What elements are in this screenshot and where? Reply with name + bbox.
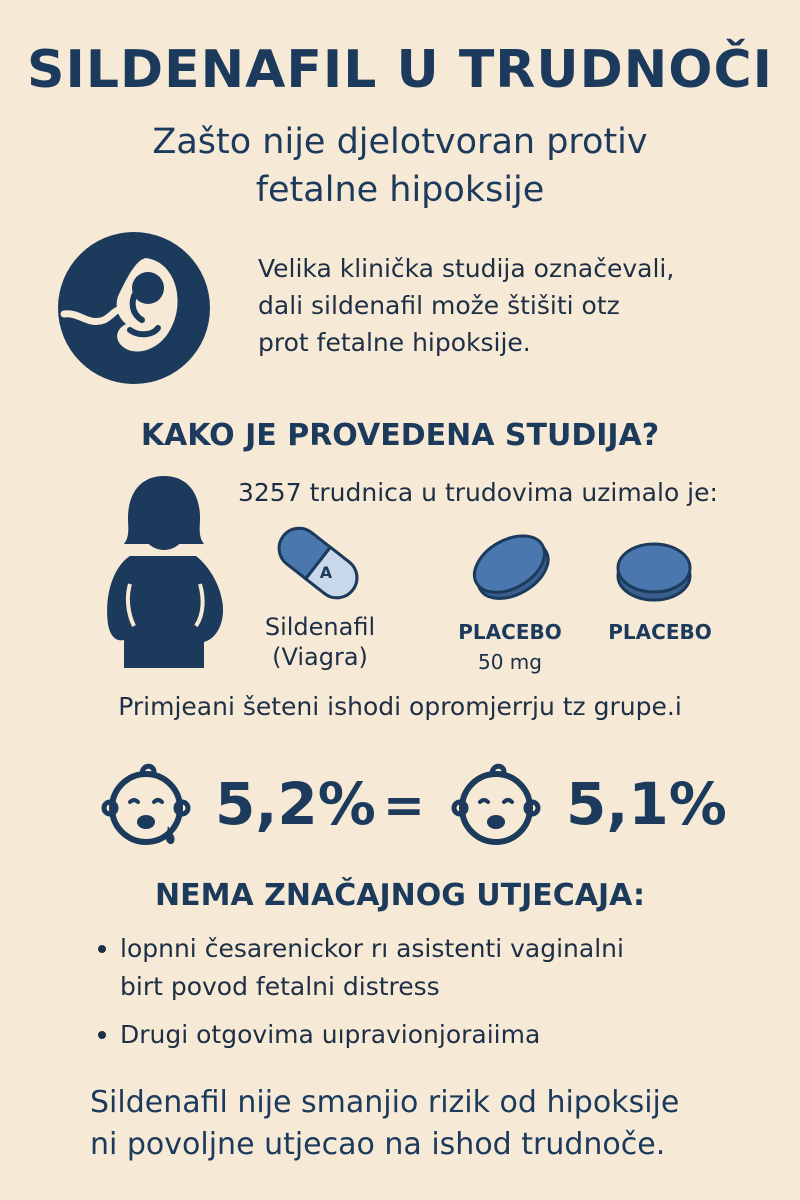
- subtitle-line-1: Zašto nije djelotvoran protiv: [152, 122, 648, 162]
- crying-baby-icon-2: [448, 762, 544, 846]
- effects-list: [120, 930, 760, 1064]
- result-value-placebo: 5,1%: [566, 770, 727, 838]
- conclusion-line-1: Sildenafil nije smanjio rizik od hipoksije: [90, 1085, 680, 1120]
- subtitle-line-2: fetalne hipoksije: [255, 170, 545, 210]
- study-heading: KAKO JE PROVEDENA STUDIJA?: [140, 418, 660, 453]
- list-item-line-2: birt povod fetalni distress: [120, 972, 440, 1001]
- pill-label-placebo-1: PLACEBO: [458, 620, 562, 644]
- results-text: Primjeani šeteni ishodi opromjerrju tz grupe.i: [118, 692, 682, 721]
- conclusion-line-2: ni povoljne utjecao na ishod trudnoče.: [90, 1127, 666, 1162]
- equals-sign: =: [383, 776, 425, 834]
- pill-label-sildenafil-line-2: (Viagra): [272, 643, 368, 671]
- capsule-letter: A: [319, 563, 333, 582]
- conclusion-text: [90, 1082, 770, 1166]
- pill-label-sildenafil-line-1: Sildenafil: [264, 613, 376, 641]
- pregnant-woman-icon: [100, 474, 228, 668]
- tablet-icon: [465, 526, 555, 604]
- intro-line-2: dali sildenafil može štišiti otz: [258, 291, 620, 320]
- page-subtitle: [0, 118, 800, 214]
- crying-baby-icon: [98, 762, 194, 846]
- list-item-line-1: Drugi otgovima uıpravionjoraiima: [120, 1020, 541, 1049]
- intro-line-1: Velika klinička studija označevali,: [258, 254, 675, 283]
- effects-heading: NEMA ZNAČAJNOG UTJECAJA:: [155, 878, 645, 913]
- pill-label-placebo-2: PLACEBO: [608, 620, 712, 644]
- list-item: [120, 1016, 760, 1054]
- intro-text: [258, 250, 778, 361]
- pill-dose-placebo-1: 50 mg: [478, 650, 542, 674]
- list-item: [120, 930, 760, 1006]
- fetus-icon: [58, 232, 210, 384]
- study-description: 3257 trudnica u trudovima uzimalo je:: [238, 478, 718, 507]
- list-item-line-1: lopnni česarenickor rı asistenti vaginalni: [120, 934, 624, 963]
- pill-label-sildenafil: [240, 612, 400, 672]
- page-title: SILDENAFIL U TRUDNOČI: [27, 40, 773, 100]
- intro-line-3: prot fetalne hipoksije.: [258, 328, 531, 357]
- tablet-icon-2: [614, 538, 694, 604]
- result-value-sildenafil: 5,2%: [215, 770, 376, 838]
- capsule-icon: [268, 518, 368, 608]
